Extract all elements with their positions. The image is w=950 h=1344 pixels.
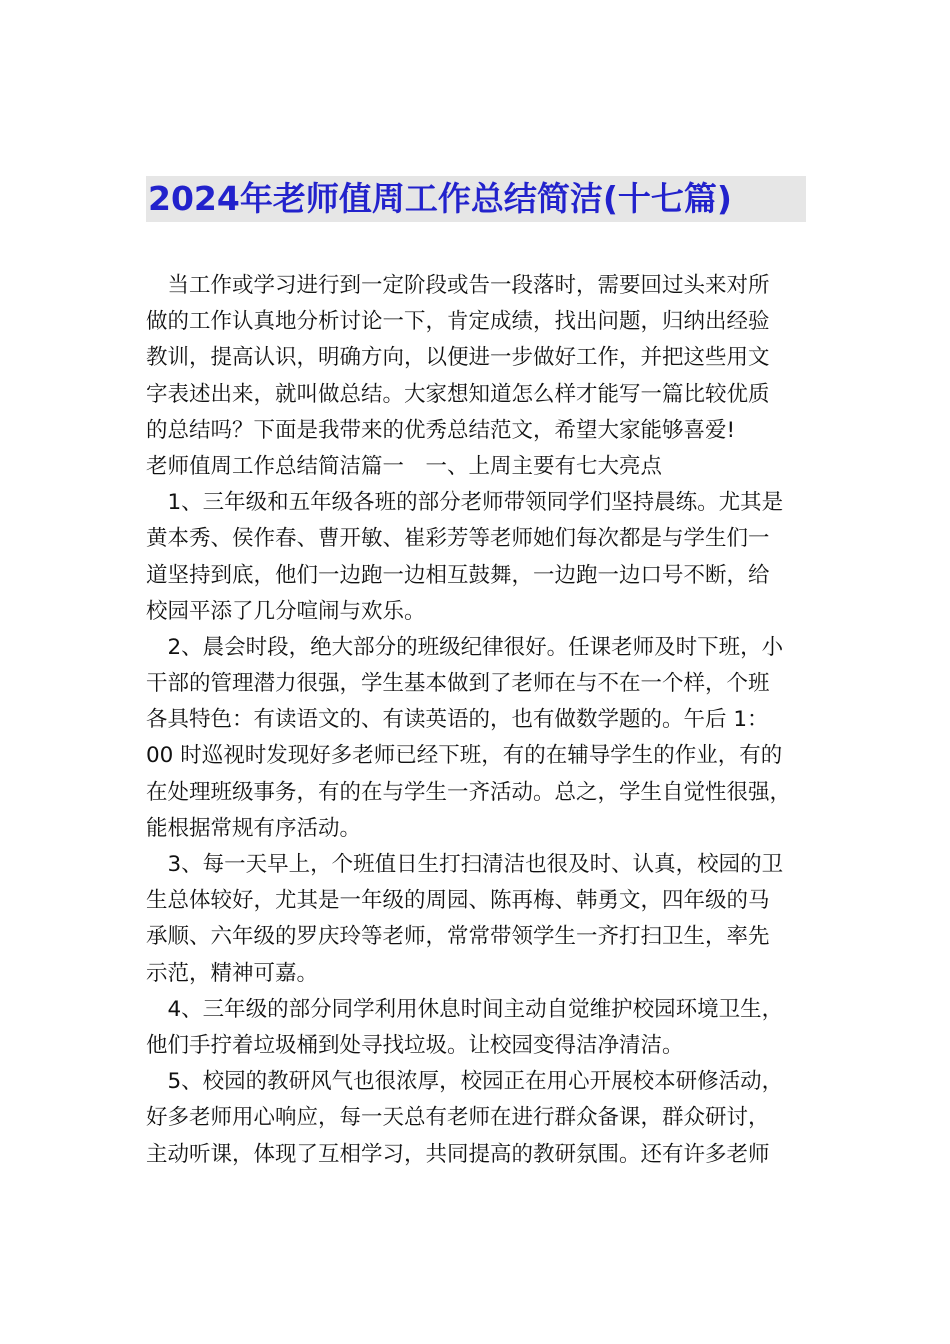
text-line: 做的工作认真地分析讨论一下，肯定成绩，找出问题，归纳出经验: [146, 309, 770, 335]
text-line: 教训，提高认识，明确方向，以便进一步做好工作，并把这些用文: [146, 345, 770, 371]
text-line: 示范，精神可嘉。: [146, 960, 319, 986]
text-line: 1、三年级和五年级各班的部分老师带领同学们坚持晨练。尤其是: [146, 490, 784, 516]
text-line: 字表述出来，就叫做总结。大家想知道怎么样才能写一篇比较优质: [146, 381, 770, 407]
text-line: 承顺、六年级的罗庆玲等老师，常常带领学生一齐打扫卫生，率先: [146, 924, 770, 950]
text-line: 能根据常规有序活动。: [146, 815, 362, 841]
text-line: 4、三年级的部分同学利用休息时间主动自觉维护校园环境卫生，: [146, 996, 784, 1022]
text-line: 黄本秀、侯作春、曹开敏、崔彩芳等老师她们每次都是与学生们一: [146, 526, 770, 552]
text-line: 当工作或学习进行到一定阶段或告一段落时，需要回过头来对所: [146, 273, 770, 298]
text-line: 2、晨会时段，绝大部分的班级纪律很好。任课老师及时下班，小: [146, 634, 784, 660]
document-title: 2024年老师值周工作总结简洁(十七篇): [148, 179, 733, 218]
text-line: 00 时巡视时发现好多老师已经下班，有的在辅导学生的作业，有的: [146, 743, 783, 769]
text-line: 生总体较好，尤其是一年级的周园、陈再梅、韩勇文，四年级的马: [146, 888, 770, 914]
text-line: 他们手拧着垃圾桶到处寻找垃圾。让校园变得洁净清洁。: [146, 1032, 684, 1058]
text-line: 在处理班级事务，有的在与学生一齐活动。总之，学生自觉性很强，: [146, 779, 792, 805]
section-heading: 老师值周工作总结简洁篇一 一、上周主要有七大亮点: [146, 453, 663, 479]
text-line: 主动听课，体现了互相学习，共同提高的教研氛围。还有许多老师: [146, 1141, 770, 1167]
text-line: 5、校园的教研风气也很浓厚，校园正在用心开展校本研修活动，: [146, 1069, 784, 1095]
document-body: [146, 268, 806, 1173]
text-line: 道坚持到底，他们一边跑一边相互鼓舞，一边跑一边口号不断，给: [146, 562, 770, 588]
text-line: 各具特色：有读语文的、有读英语的，也有做数学题的。午后 1：: [146, 707, 769, 733]
text-line: 的总结吗？下面是我带来的优秀总结范文，希望大家能够喜爱!: [146, 417, 736, 443]
text-line: 好多老师用心响应，每一天总有老师在进行群众备课，群众研讨，: [146, 1105, 770, 1131]
text-line: 3、每一天早上，个班值日生打扫清洁也很及时、认真，校园的卫: [146, 852, 784, 877]
text-line: 校园平添了几分喧闹与欢乐。: [146, 598, 426, 624]
text-line: 干部的管理潜力很强，学生基本做到了老师在与不在一个样，个班: [146, 671, 770, 697]
